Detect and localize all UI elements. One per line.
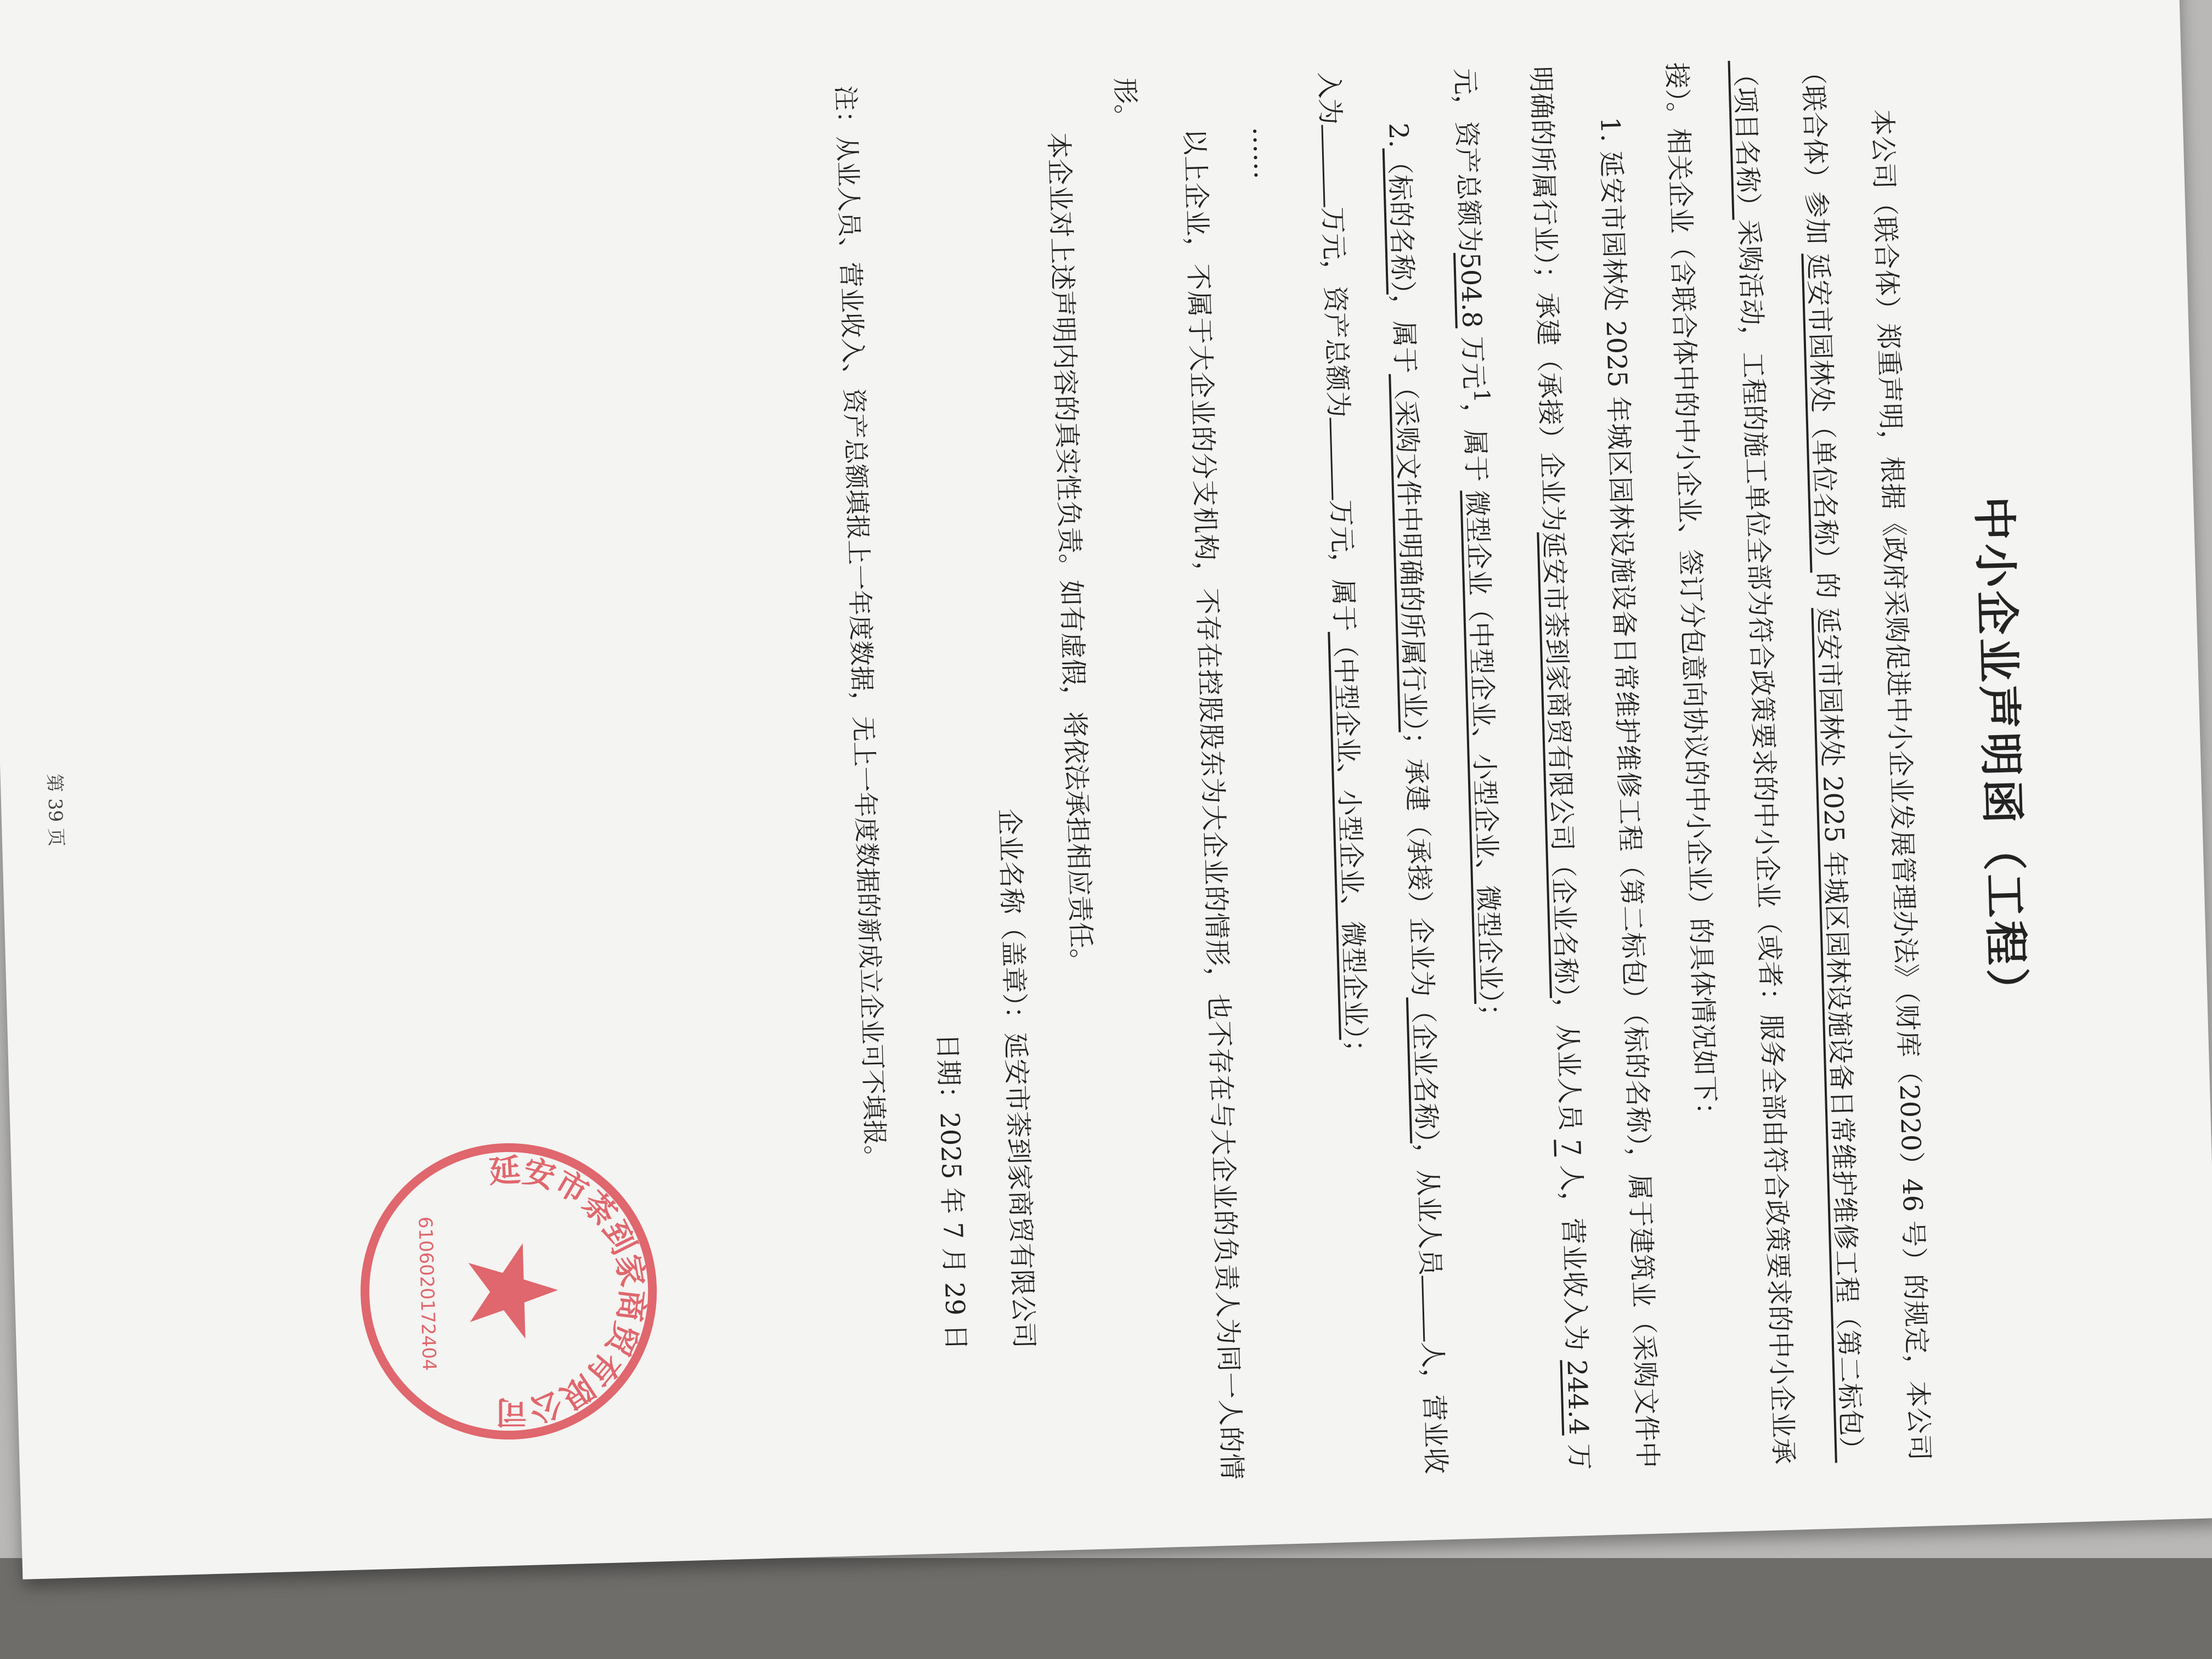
footnote: 注：从业人员、营业收入、资产总额填报上一年度数据，无上一年度数据的新成立企业可不填报。 xyxy=(831,85,891,1171)
item2-text-d: ，从业人员 xyxy=(1411,1142,1446,1276)
seal-company-name: 延安市荼到家商贸有限公司 xyxy=(488,1151,652,1431)
item1-footnote-mark: 1 xyxy=(1468,388,1494,403)
item2-revenue-blank xyxy=(1321,124,1349,207)
document-title: 中小企业声明函（工程） xyxy=(1967,495,2034,1016)
item1-enterprise-type: 微型企业（中型企业、小型企业、微型企业） xyxy=(1461,489,1506,1004)
signature-company: 延安市荼到家商贸有限公司 xyxy=(1000,1032,1040,1349)
item2-text-e: 人，营业收入为 xyxy=(1313,71,1452,1475)
truthfulness-paragraph: 本企业对上述声明内容的真实性负责。如有虚假，将依法承担相应责任。 xyxy=(1042,132,1097,975)
declaration-document xyxy=(43,53,2061,1510)
item1-text-c: 人，营业收入为 xyxy=(1555,1164,1592,1352)
item1-text-g: ； xyxy=(1475,1003,1507,1030)
company-seal xyxy=(351,1133,667,1449)
item1-revenue: 244.4 xyxy=(1561,1359,1594,1436)
intro-paragraph xyxy=(1643,56,1954,1468)
intro-text-c: 采购活动，工程的施工单位全部为符合政策要求的中小企业（或者：服务全部由符合政策要求的中小企业承接）。相关企业（含联合体中的中小企业、签订分包意向协议的中小企业）的具体情况如下： xyxy=(1661,61,1799,1465)
item1-text-d: 万元，资产总额为 xyxy=(1449,67,1595,1471)
date-value: 2025 年 7 月 29 日 xyxy=(934,1111,972,1351)
item1-text-a: 1. 延安市园林处 2025 年城区园林设施设备日常维护维修工程（第二标包）（标的名称），属于建筑业（采购文件中明确的所属行业）；承建（承接）企业为 xyxy=(1525,65,1663,1469)
item2-text-h: ； xyxy=(1340,1039,1372,1066)
item1-text-e: 万元 xyxy=(1457,336,1489,390)
signature-label: 企业名称（盖章）： xyxy=(994,808,1031,1033)
item2-company: （企业名称） xyxy=(1407,996,1442,1144)
item-1-paragraph xyxy=(1431,63,1681,1473)
item2-text-b: ，属于 xyxy=(1387,294,1421,374)
date-label: 日期： xyxy=(932,1032,965,1113)
ellipsis: …… xyxy=(1246,126,1279,180)
item2-staff-blank xyxy=(1421,1275,1449,1341)
unit-name: 延安市园林处（单位名称） xyxy=(1802,252,1842,573)
intro-text-b: 的 xyxy=(1811,572,1843,600)
item1-text-f: ，属于 xyxy=(1458,402,1492,483)
large-enterprise-paragraph: 以上企业，不属于大企业的分支机构，不存在控股股东为大企业的情形，也不存在与大企业的负责人为同一人的情形。 xyxy=(1109,77,1248,1481)
item1-assets: 504.8 xyxy=(1454,252,1487,329)
item2-text-g: 万元，属于 xyxy=(1325,499,1360,632)
item2-enterprise-type: （中型企业、小型企业、微型企业） xyxy=(1329,631,1371,1040)
intro-text-a: 本公司（联合体）郑重声明，根据《政府采购促进中小企业发展管理办法》（财库（2020）46 号）的规定，本公司（联合体）参加 xyxy=(1797,58,1935,1462)
seal-code: 6106020172404 xyxy=(414,1216,441,1372)
item1-staff: 7 xyxy=(1555,1139,1587,1157)
project-name: 延安市园林处 2025 年城区园林设施设备日常维护维修工程（第二标包）（项目名称） xyxy=(1729,60,1867,1463)
item2-assets-blank xyxy=(1329,417,1357,500)
page-number: 第 39 页 xyxy=(43,773,67,847)
item1-company: 延安市荼到家商贸有限公司（企业名称） xyxy=(1538,531,1582,998)
item2-text-c: ；承建（承接）企业为 xyxy=(1400,731,1438,998)
item2-name: （标的名称） xyxy=(1383,147,1419,295)
star-icon xyxy=(468,1242,560,1340)
item1-text-b: ，从业人员 xyxy=(1551,997,1585,1131)
item2-text-f: 万元，资产总额为 xyxy=(1317,206,1354,418)
item2-text-a: 2. xyxy=(1383,122,1414,149)
item2-industry: （采购文件中明确的所属行业） xyxy=(1390,373,1431,732)
